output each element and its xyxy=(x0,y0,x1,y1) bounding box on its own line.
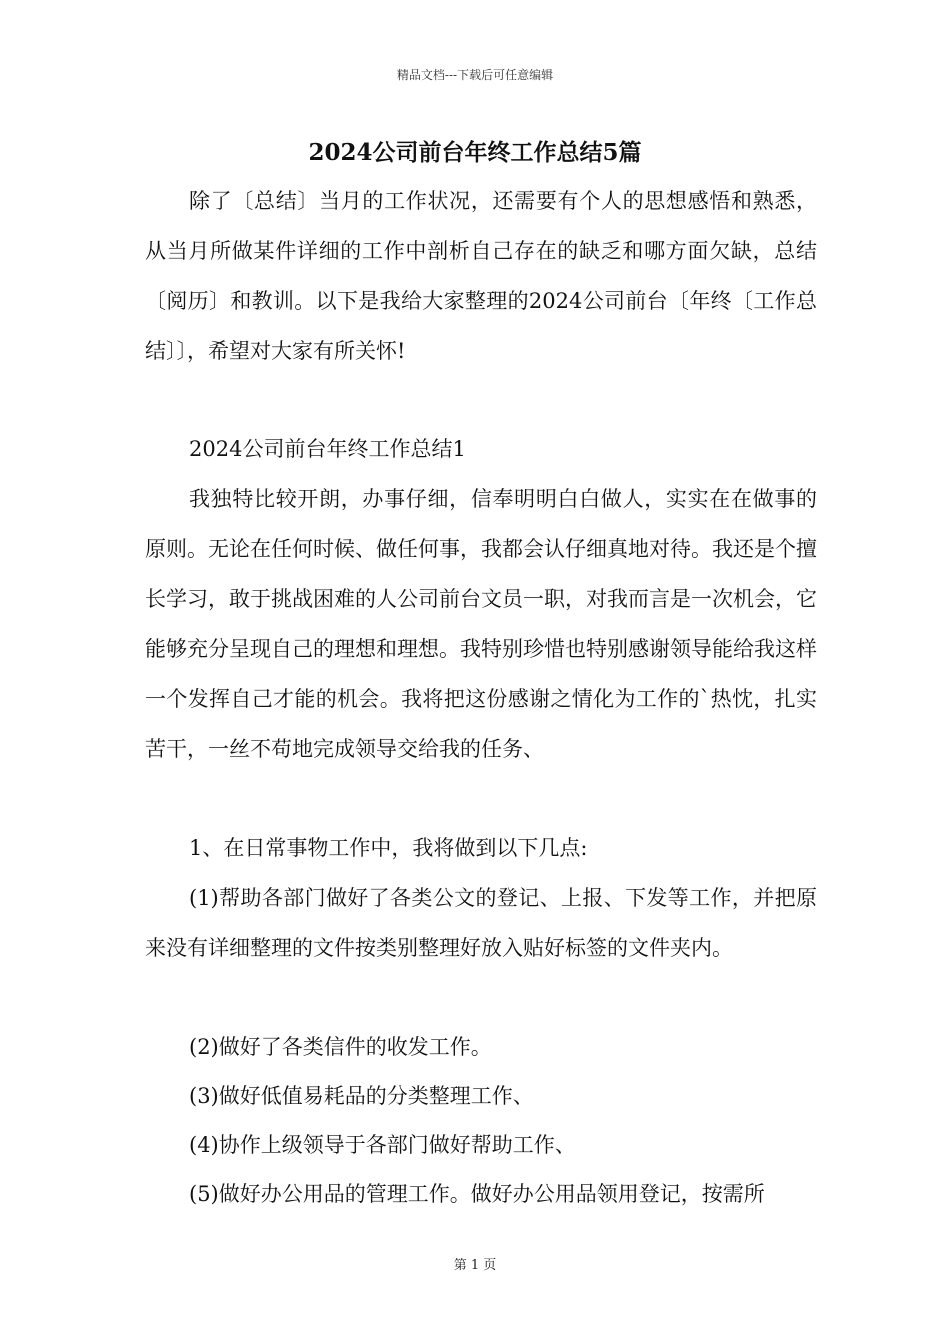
list-item-1: (1)帮助各部门做好了各类公文的登记、上报、下发等工作，并把原来没有详细整理的文件按类别整理好放入贴好标签的文件夹内。 xyxy=(145,886,817,960)
section-heading-1: 2024公司前台年终工作总结1 xyxy=(189,437,466,461)
page-header-note: 精品文档---下载后可任意编辑 xyxy=(396,68,554,82)
body-paragraph: 我独特比较开朗，办事仔细，信奉明明白白做人，实实在在做事的原则。无论在任何时候、做任何事，我都会认仔细真地对待。我还是个擅长学习，敢于挑战困难的人公司前台文员一职，对我而言是一次机会，它能够充分呈现自己的理想和理想。我特别珍惜也特别感谢领导能给我这样一个发挥自己才能的机会。我将把这份感谢之情化为工作的`热忱，扎实苦干，一丝不苟地完成领导交给我的任务、 xyxy=(145,487,817,761)
list-item-4: (4)协作上级领导于各部门做好帮助工作、 xyxy=(189,1133,576,1157)
list-heading: 1、在日常事物工作中，我将做到以下几点: xyxy=(189,836,588,860)
document-title: 2024公司前台年终工作总结5篇 xyxy=(308,139,642,166)
list-item-3: (3)做好低值易耗品的分类整理工作、 xyxy=(189,1084,534,1108)
list-item-2: (2)做好了各类信件的收发工作。 xyxy=(189,1035,492,1059)
intro-paragraph: 除了〔总结〕当月的工作状况，还需要有个人的思想感悟和熟悉，从当月所做某件详细的工作中剖析自己存在的缺乏和哪方面欠缺，总结〔阅历〕和教训。以下是我给大家整理的2024公司前台〔年终〔工作总结〕〕，希望对大家有所关怀! xyxy=(145,189,817,363)
list-item-5: (5)做好办公用品的管理工作。做好办公用品领用登记，按需所 xyxy=(189,1182,765,1206)
page-number: 第 1 页 xyxy=(453,1258,497,1273)
